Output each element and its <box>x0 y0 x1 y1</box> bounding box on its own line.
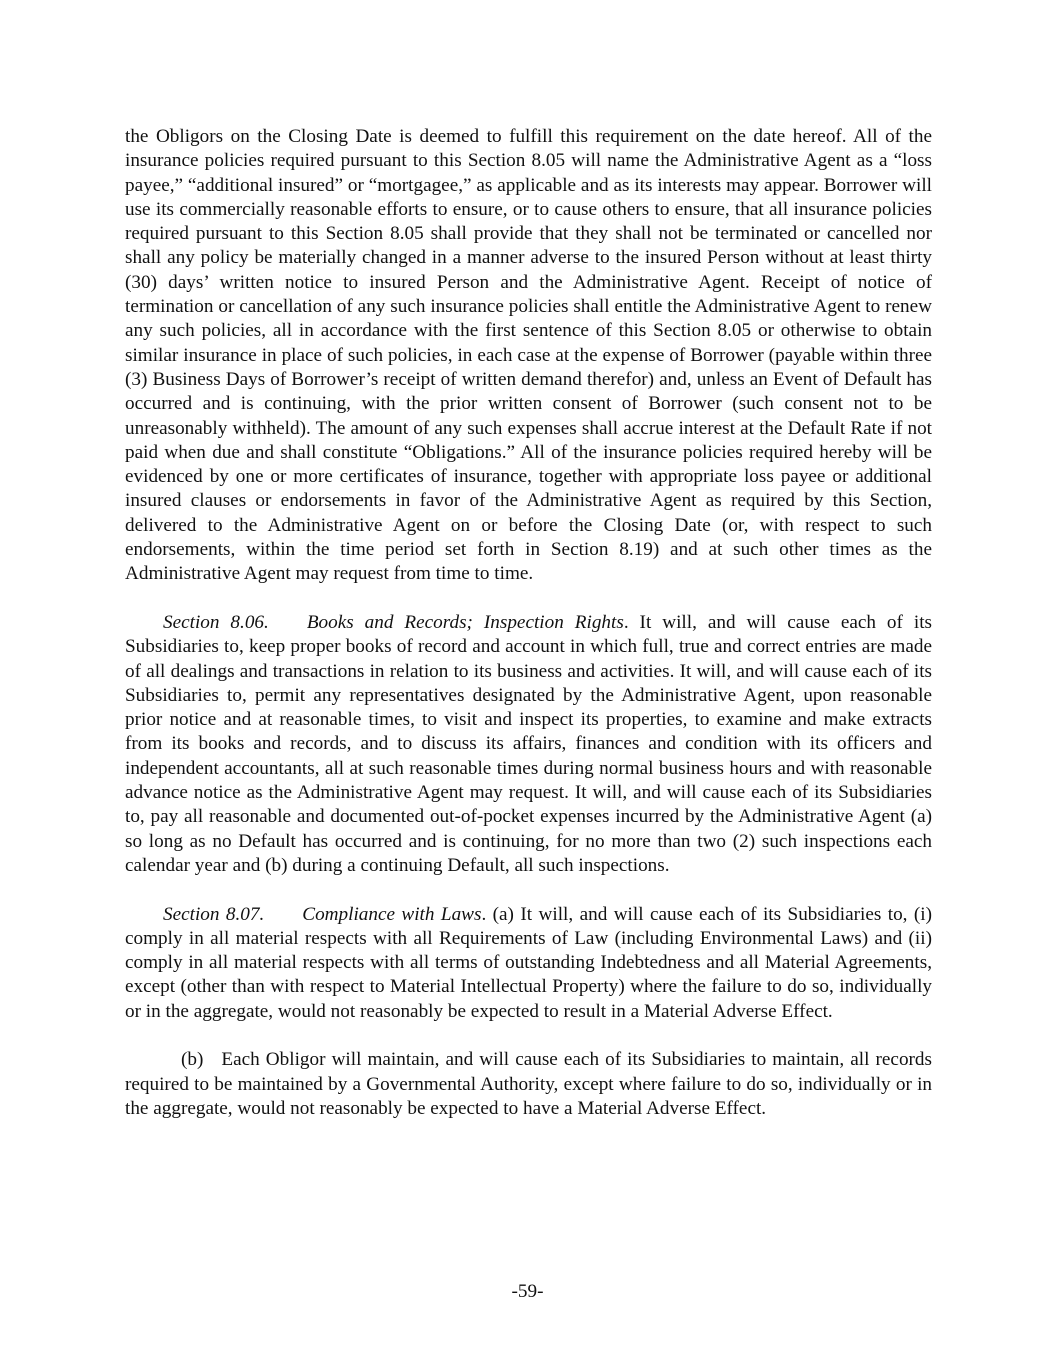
section-8-06-body: It will, and will cause each of its Subsidiaries to, keep proper books of record and account in which full, true and correct entries are made of all dealings and transactions in relation to its business and activities. It will, and will cause each of its Subsidiaries to, permit any representatives designated by the Administrative Agent, upon reasonable prior notice and at reasonable times, to visit and inspect its properties, to examine and make extracts from its books and records, and to discuss its affairs, finances and condition with its officers and independent accountants, all at such reasonable times during normal business hours and with reasonable advance notice as the Administrative Agent may request. It will, and will cause each of its Subsidiaries to, pay all reasonable and documented out-of-pocket expenses incurred by the Administrative Agent (a) so long as no Default has occurred and is continuing, for no more than two (2) such inspections each calendar year and (b) during a continuing Default, all such inspections. <box>125 611 932 876</box>
document-page <box>125 125 932 1121</box>
paragraph-spacer <box>125 1024 932 1048</box>
paragraph-spacer <box>125 878 932 902</box>
section-8-07-b-paragraph <box>125 1048 932 1121</box>
section-8-07-a-body: (a) It will, and will cause each of its Subsidiaries to, (i) comply in all material respects with all Requirements of Law (including Environmental Laws) and (ii) comply in all material respects with all terms of outstanding Indebtedness and all Material Agreements, except (other than with respect to Material Intellectual Property) where the failure to do so, individually or in the aggregate, would not reasonably be expected to result in a Material Adverse Effect. <box>125 903 932 1022</box>
section-8-07-paragraph <box>125 903 932 1024</box>
section-8-06-paragraph <box>125 611 932 878</box>
section-8-07-number: Section 8.07. <box>163 903 265 925</box>
paragraph-spacer <box>125 587 932 611</box>
section-8-06-title: Books and Records; Inspection Rights <box>306 611 624 633</box>
insurance-continuation-paragraph: the Obligors on the Closing Date is deemed to fulfill this requirement on the date hereof. All of the insurance policies required pursuant to this Section 8.05 will name the Administrative Agent as a “loss payee,” “additional insured” or “mortgagee,” as applicable and as its interests may appear. Borrower will use its commercially reasonable efforts to ensure, or to cause others to ensure, that all insurance policies required pursuant to this Section 8.05 shall provide that they shall not be terminated or cancelled nor shall any policy be materially changed in a manner adverse to the insured Person without at least thirty (30) days’ written notice to insured Person and the Administrative Agent. Receipt of notice of termination or cancellation of any such insurance policies shall entitle the Administrative Agent to renew any such policies, all in accordance with the first sentence of this Section 8.05 or otherwise to obtain similar insurance in place of such policies, in each case at the expense of Borrower (payable within three (3) Business Days of Borrower’s receipt of written demand therefor) and, unless an Event of Default has occurred and is continuing, with the prior written consent of Borrower (such consent not to be unreasonably withheld). The amount of any such expenses shall accrue interest at the Default Rate if not paid when due and shall constitute “Obligations.” All of the insurance policies required hereby will be evidenced by one or more certificates of insurance, together with appropriate loss payee or additional insured clauses or endorsements in favor of the Administrative Agent as required by this Section, delivered to the Administrative Agent on or before the Closing Date (or, with respect to such endorsements, within the time period set forth in Section 8.19) and at such other times as the Administrative Agent may request from time to time. <box>125 126 932 585</box>
page-number: -59- <box>511 1281 544 1302</box>
section-8-06-number: Section 8.06. <box>163 611 269 633</box>
section-8-07-b-body: Each Obligor will maintain, and will cause each of its Subsidiaries to maintain, all records required to be maintained by a Governmental Authority, except where failure to do so, individually or in the aggregate, would not reasonably be expected to have a Material Adverse Effect. <box>125 1049 932 1119</box>
section-8-07-b-label: (b) <box>181 1049 204 1071</box>
section-8-07-title: Compliance with Laws <box>302 903 482 925</box>
section-8-06-title-period: . <box>623 611 629 633</box>
section-8-07-title-period: . <box>481 903 487 925</box>
